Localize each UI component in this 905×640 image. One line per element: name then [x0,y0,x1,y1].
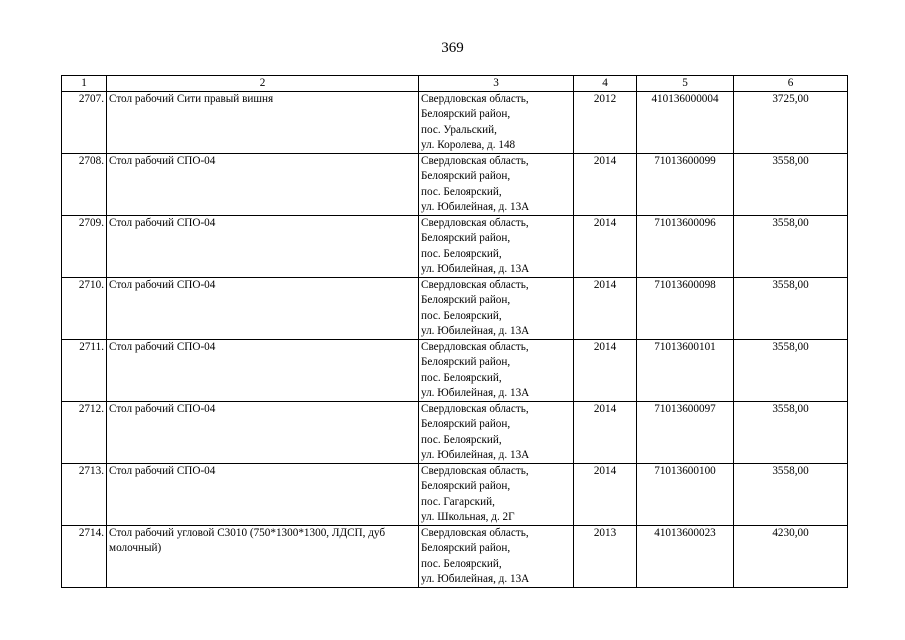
row-number-cell: 2712. [62,402,107,464]
year-cell: 2014 [574,216,637,278]
address-line: Свердловская область, [421,341,529,354]
item-name-cell: Стол рабочий СПО-04 [107,464,419,526]
item-name-cell: Стол рабочий СПО-04 [107,340,419,402]
address-line: Свердловская область, [421,155,529,168]
value-cell: 3558,00 [734,278,848,340]
table-row [62,402,848,464]
address-cell [419,464,574,526]
address-line: ул. Юбилейная, д. 13А [421,448,530,461]
inventory-code-cell: 71013600101 [637,340,734,402]
value-cell: 3558,00 [734,464,848,526]
address-line: пос. Гагарский, [421,495,495,508]
value-cell: 3725,00 [734,92,848,154]
column-header: 5 [637,76,734,92]
address-cell [419,340,574,402]
address-line: Свердловская область, [421,93,529,106]
address-line: пос. Белоярский, [421,557,502,570]
year-cell: 2014 [574,278,637,340]
inventory-code-cell: 71013600100 [637,464,734,526]
address-line: ул. Юбилейная, д. 13А [421,324,530,337]
value-cell: 3558,00 [734,216,848,278]
year-cell: 2014 [574,402,637,464]
year-cell: 2012 [574,92,637,154]
inventory-code-cell: 71013600098 [637,278,734,340]
address-cell [419,526,574,588]
item-name-cell: Стол рабочий СПО-04 [107,402,419,464]
address-line: Белоярский район, [421,356,511,369]
address-line: ул. Школьная, д. 2Г [421,510,515,523]
item-name-cell: Стол рабочий СПО-04 [107,278,419,340]
address-line: ул. Юбилейная, д. 13А [421,200,530,213]
table-row [62,464,848,526]
inventory-code-cell: 410136000004 [637,92,734,154]
value-cell: 4230,00 [734,526,848,588]
address-line: ул. Юбилейная, д. 13А [421,262,530,275]
value-cell: 3558,00 [734,340,848,402]
address-line: ул. Юбилейная, д. 13А [421,386,530,399]
address-cell [419,216,574,278]
address-line: Белоярский район, [421,108,511,121]
row-number-cell: 2708. [62,154,107,216]
address-line: ул. Юбилейная, д. 13А [421,572,530,585]
year-cell: 2014 [574,154,637,216]
address-line: Белоярский район, [421,294,511,307]
row-number-cell: 2710. [62,278,107,340]
row-number-cell: 2709. [62,216,107,278]
column-header: 6 [734,76,848,92]
address-line: пос. Белоярский, [421,185,502,198]
address-line: Белоярский район, [421,542,511,555]
table-row [62,92,848,154]
address-line: пос. Белоярский, [421,371,502,384]
item-name-cell: Стол рабочий СПО-04 [107,154,419,216]
table-header-row [62,76,848,92]
address-line: Белоярский район, [421,418,511,431]
year-cell: 2013 [574,526,637,588]
column-header: 1 [62,76,107,92]
address-line: пос. Белоярский, [421,309,502,322]
property-registry-table [61,75,848,588]
address-cell [419,154,574,216]
address-line: Белоярский район, [421,480,511,493]
table-row [62,526,848,588]
year-cell: 2014 [574,464,637,526]
value-cell: 3558,00 [734,402,848,464]
address-line: Свердловская область, [421,403,529,416]
row-number-cell: 2713. [62,464,107,526]
address-cell [419,278,574,340]
item-name-cell: Стол рабочий СПО-04 [107,216,419,278]
table-row [62,340,848,402]
inventory-code-cell: 41013600023 [637,526,734,588]
year-cell: 2014 [574,340,637,402]
address-line: Белоярский район, [421,232,511,245]
column-header: 2 [107,76,419,92]
address-cell [419,402,574,464]
table-row [62,216,848,278]
row-number-cell: 2711. [62,340,107,402]
address-line: пос. Уральский, [421,123,497,136]
column-header: 3 [419,76,574,92]
inventory-code-cell: 71013600097 [637,402,734,464]
address-line: Свердловская область, [421,465,529,478]
address-line: Свердловская область, [421,217,529,230]
column-header: 4 [574,76,637,92]
page-number: 369 [441,40,464,56]
address-cell [419,92,574,154]
row-number-cell: 2707. [62,92,107,154]
item-name-cell: Стол рабочий Сити правый вишня [107,92,419,154]
table-row [62,154,848,216]
row-number-cell: 2714. [62,526,107,588]
inventory-code-cell: 71013600099 [637,154,734,216]
address-line: Свердловская область, [421,279,529,292]
address-line: пос. Белоярский, [421,247,502,260]
item-name-cell: Стол рабочий угловой С3010 (750*1300*1300, ЛДСП, дуб молочный) [107,526,419,588]
table-row [62,278,848,340]
inventory-code-cell: 71013600096 [637,216,734,278]
address-line: пос. Белоярский, [421,433,502,446]
address-line: Белоярский район, [421,170,511,183]
value-cell: 3558,00 [734,154,848,216]
address-line: ул. Королева, д. 148 [421,138,516,151]
address-line: Свердловская область, [421,527,529,540]
